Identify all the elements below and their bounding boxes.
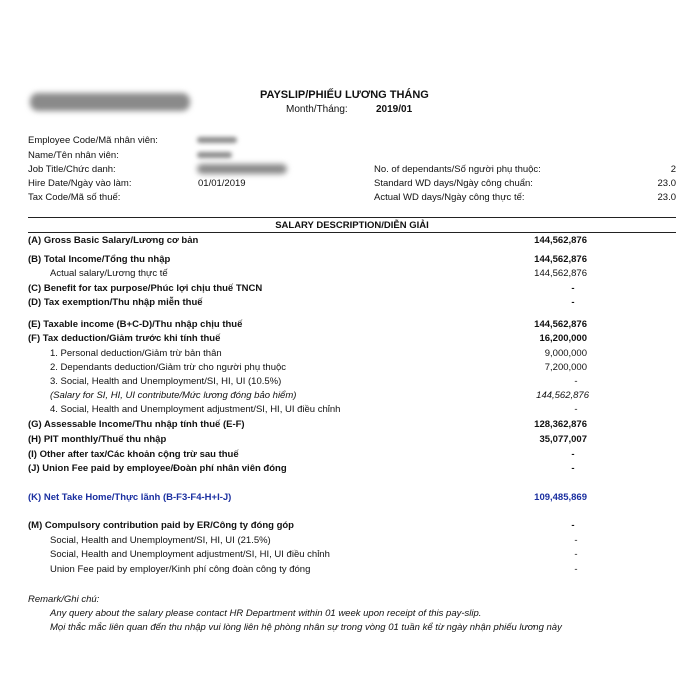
redacted-employee-code: [197, 137, 237, 143]
section-bottom-rule: [28, 232, 676, 233]
row-d-label: (D) Tax exemption/Thu nhập miễn thuế: [28, 297, 203, 308]
remark-line-vi: Mọi thắc mắc liên quan đến thu nhập vui lòng liên hệ phòng nhân sự trong vòng 01 tuần kể từ ngày nhận phiếu lương này: [50, 622, 562, 633]
row-g-value: 128,362,876: [534, 419, 587, 430]
actual-wd-value: 23.0: [657, 192, 676, 203]
row-d-value: -: [571, 297, 575, 308]
dependants-label: No. of dependants/Số người phụ thuộc:: [374, 164, 541, 175]
redacted-job-title: [197, 164, 287, 174]
row-b-value: 144,562,876: [534, 254, 587, 265]
row-k-label: (K) Net Take Home/Thực lãnh (B-F3-F4-H+I-J): [28, 492, 232, 503]
row-f3s-value: 144,562,876: [536, 390, 589, 401]
row-i-label: (I) Other after tax/Các khoản cộng trừ sau thuế: [28, 449, 239, 460]
remark-title: Remark/Ghi chú:: [28, 594, 100, 605]
row-f1-label: 1. Personal deduction/Giảm trừ bản thân: [50, 348, 222, 359]
row-c-label: (C) Benefit for tax purpose/Phúc lợi chịu thuế TNCN: [28, 283, 263, 294]
employee-code-label: Employee Code/Mã nhân viên:: [28, 135, 158, 146]
row-f4-value: -: [574, 404, 578, 415]
row-b1-label: Actual salary/Lương thực tế: [50, 268, 168, 279]
job-title-label: Job Title/Chức danh:: [28, 164, 116, 175]
row-k-value: 109,485,869: [534, 492, 587, 503]
row-j-value: -: [571, 463, 575, 474]
row-a-value: 144,562,876: [534, 235, 587, 246]
row-m3-label: Union Fee paid by employer/Kinh phí công đoàn công ty đóng: [50, 564, 311, 575]
row-m-value: -: [571, 520, 575, 531]
month-label: Month/Tháng:: [286, 104, 348, 115]
row-a-label: (A) Gross Basic Salary/Lương cơ bản: [28, 235, 199, 246]
dependants-value: 2: [670, 164, 676, 175]
row-h-label: (H) PIT monthly/Thuế thu nhập: [28, 434, 167, 445]
row-f4-label: 4. Social, Health and Unemployment adjustment/SI, HI, UI điều chỉnh: [50, 404, 341, 415]
row-m2-label: Social, Health and Unemployment adjustment/SI, HI, UI điều chỉnh: [50, 549, 330, 560]
redacted-name: [197, 152, 232, 158]
row-e-value: 144,562,876: [534, 319, 587, 330]
row-i-value: -: [571, 449, 575, 460]
hire-date-label: Hire Date/Ngày vào làm:: [28, 178, 132, 189]
actual-wd-label: Actual WD days/Ngày công thực tế:: [374, 192, 525, 203]
row-m3-value: -: [574, 564, 578, 575]
row-m1-value: -: [574, 535, 578, 546]
row-f3s-label: (Salary for SI, HI, UI contribute/Mức lương đóng bảo hiểm): [50, 390, 297, 401]
row-f-label: (F) Tax deduction/Giảm trước khi tính thuế: [28, 333, 221, 344]
row-b-label: (B) Total Income/Tổng thu nhập: [28, 254, 171, 265]
row-m2-value: -: [574, 549, 578, 560]
hire-date-value: 01/01/2019: [198, 178, 246, 189]
row-m1-label: Social, Health and Unemployment/SI, HI, UI (21.5%): [50, 535, 271, 546]
redacted-company-name: [30, 93, 190, 111]
remark-line-en: Any query about the salary please contact HR Department within 01 week upon receipt of this pay-slip.: [50, 608, 482, 619]
row-h-value: 35,077,007: [539, 434, 587, 445]
tax-code-label: Tax Code/Mã số thuế:: [28, 192, 121, 203]
month-value: 2019/01: [376, 104, 413, 115]
payslip-title: PAYSLIP/PHIẾU LƯƠNG THÁNG: [260, 89, 429, 101]
name-label: Name/Tên nhân viên:: [28, 150, 119, 161]
salary-description-title: SALARY DESCRIPTION/DIỄN GIẢI: [275, 220, 429, 231]
row-j-label: (J) Union Fee paid by employee/Đoàn phí nhân viên đóng: [28, 463, 287, 474]
row-f1-value: 9,000,000: [544, 348, 587, 359]
row-f-value: 16,200,000: [539, 333, 587, 344]
row-b1-value: 144,562,876: [534, 268, 587, 279]
row-m-label: (M) Compulsory contribution paid by ER/Công ty đóng góp: [28, 520, 294, 531]
row-f2-label: 2. Dependants deduction/Giảm trừ cho người phụ thuộc: [50, 362, 287, 373]
row-g-label: (G) Assessable Income/Thu nhập tính thuế (E-F): [28, 419, 245, 430]
row-f3-value: -: [574, 376, 578, 387]
row-e-label: (E) Taxable income (B+C-D)/Thu nhập chịu thuế: [28, 319, 243, 330]
standard-wd-label: Standard WD days/Ngày công chuẩn:: [374, 178, 533, 189]
row-c-value: -: [571, 283, 575, 294]
row-f2-value: 7,200,000: [544, 362, 587, 373]
standard-wd-value: 23.0: [657, 178, 676, 189]
section-top-rule: [28, 217, 676, 218]
row-f3-label: 3. Social, Health and Unemployment/SI, HI, UI (10.5%): [50, 376, 282, 387]
